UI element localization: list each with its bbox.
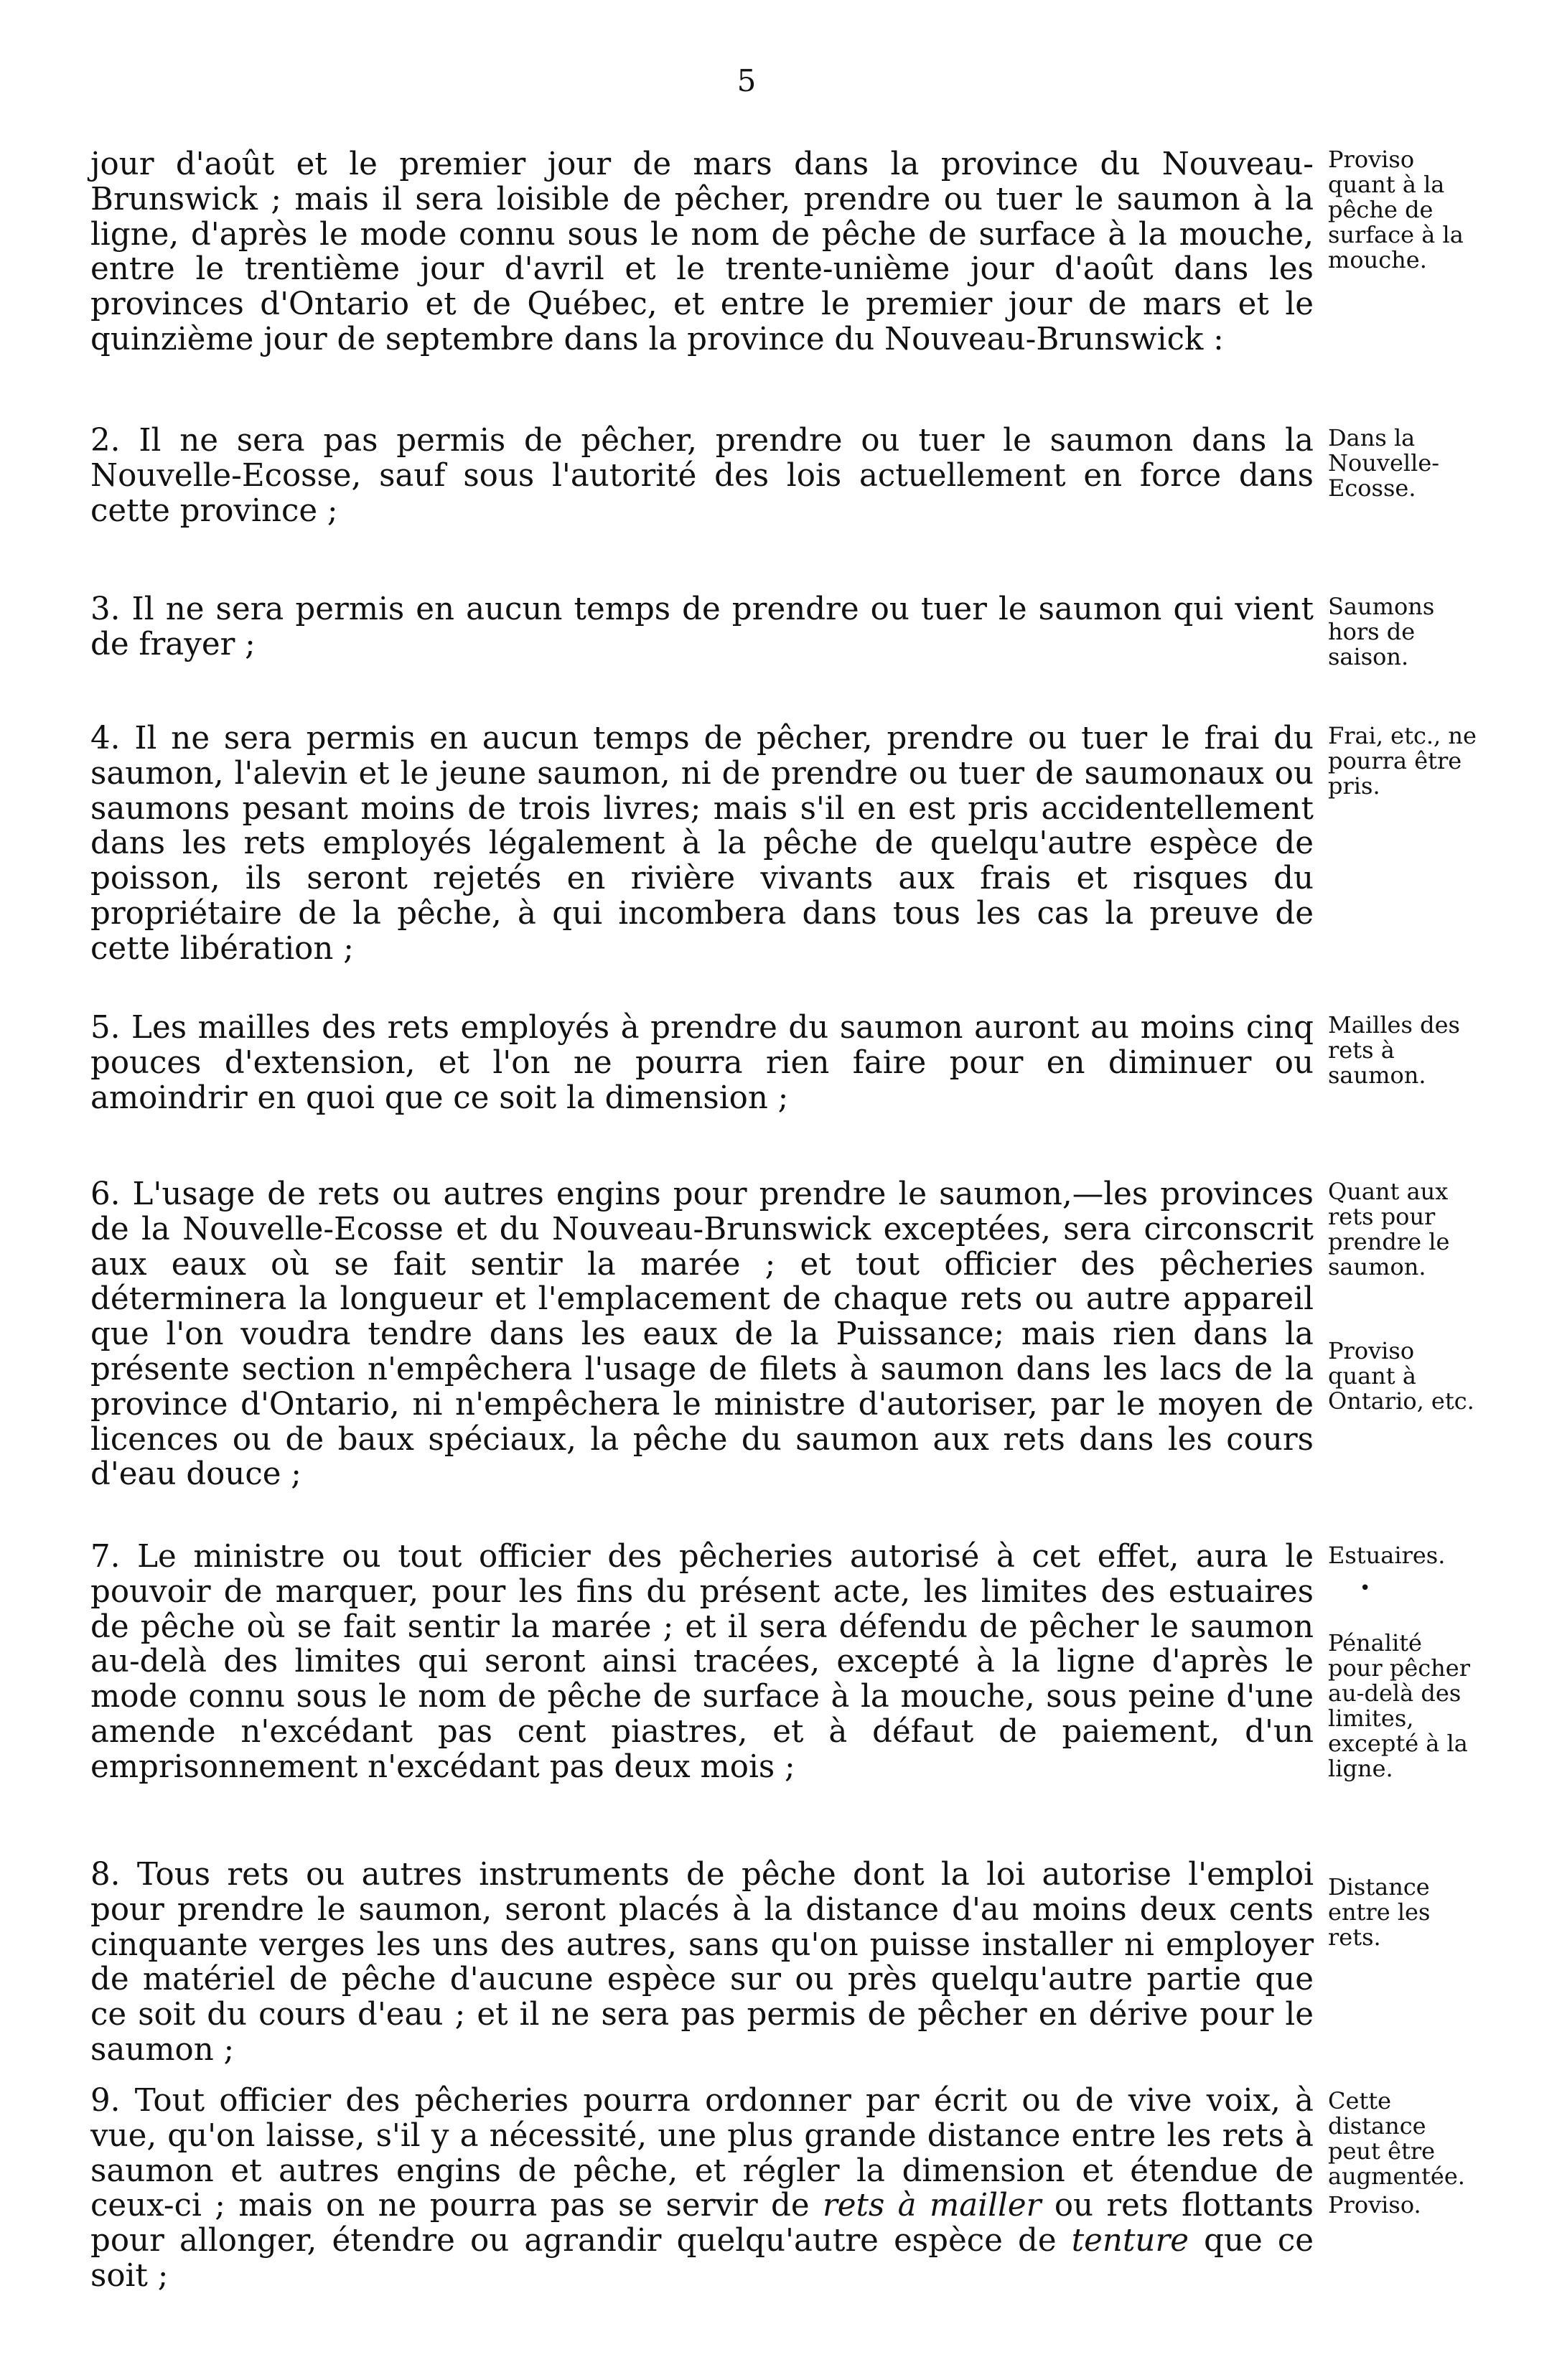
margin-note-proviso-ontario: Proviso quant à Ontario, etc. bbox=[1328, 1337, 1474, 1415]
page-number: 5 bbox=[736, 63, 757, 98]
text-run: ou rets flottants pour allonger, étendre ou agrandir quelqu'autre espèce de bbox=[90, 2188, 1314, 2259]
italic-term-tenture: tenture bbox=[1071, 2223, 1189, 2259]
paragraph-text: 2. Il ne sera pas permis de pêcher, prendre ou tuer le saumon dans la Nouvelle-Ecosse, sauf sous l'autorité des lois actuellement en force dans cette province ; bbox=[90, 423, 1314, 529]
margin-note-mailles: Mailles des rets à saumon. bbox=[1328, 1011, 1460, 1089]
margin-note-quant-aux-rets: Quant aux rets pour prendre le saumon. bbox=[1328, 1178, 1450, 1280]
italic-term-rets-a-mailler: rets à mailler bbox=[822, 2188, 1042, 2224]
text-run: que ce soit ; bbox=[90, 2223, 1314, 2294]
section-6 bbox=[90, 1177, 1314, 1492]
margin-note-distance-rets: Distance entre les rets. bbox=[1328, 1873, 1431, 1951]
text-run: 9. Tout officier des pêcheries pourra ordonner par écrit ou de vive voix, à vue, qu'on laisse, s'il y a nécessité, une plus grande distance entre les rets à saumon et autres engins de pêche, et régler la dimension et étendue de ceux-ci ; mais on ne pourra pas se servir de bbox=[90, 2083, 1314, 2224]
margin-note-estuaires: Estuaires. bbox=[1328, 1542, 1446, 1569]
margin-note-penalite: Pénalité pour pêcher au-delà des limites, excepté à la ligne. bbox=[1328, 1629, 1471, 1782]
margin-note-proviso-surface: Proviso quant à la pêche de surface à la mouche. bbox=[1328, 146, 1464, 273]
section-8 bbox=[90, 1857, 1314, 2068]
margin-note-nouvelle-ecosse: Dans la Nouvelle-Ecosse. bbox=[1328, 424, 1440, 502]
section-4 bbox=[90, 721, 1314, 967]
paragraph-text: 6. L'usage de rets ou autres engins pour prendre le saumon,—les provinces de la Nouvelle-Ecosse et du Nouveau-Brunswick exceptées, sera circonscrit aux eaux où se fait sentir la marée ; et tout officier des pêcheries déterminera la longueur et l'emplacement de chaque rets ou autre appareil que l'on voudra tendre dans les eaux de la Puissance; mais rien dans la présente section n'empêchera l'usage de filets à saumon dans les lacs de la province d'Ontario, ni n'empêchera le ministre d'autoriser, par le moyen de licences ou de baux spéciaux, la pêche du saumon aux rets dans les cours d'eau douce ; bbox=[90, 1176, 1314, 1493]
paragraph-continuation bbox=[90, 147, 1314, 357]
section-5 bbox=[90, 1011, 1314, 1115]
margin-note-proviso-final: Proviso. bbox=[1328, 2191, 1421, 2219]
margin-note-distance-augmentee: Cette distance peut être augmentée. bbox=[1328, 2087, 1465, 2190]
section-9 bbox=[90, 2084, 1314, 2294]
paragraph-text: 4. Il ne sera permis en aucun temps de pêcher, prendre ou tuer le frai du saumon, l'alevin et le jeune saumon, ni de prendre ou tuer de saumonaux ou saumons pesant moins de trois livres; mais s'il en est pris accidentellement dans les rets employés légalement à la pêche de quelqu'autre espèce de poisson, ils seront rejetés en rivière vivants aux frais et risques du propriétaire de la pêche, à qui incombera dans tous les cas la preuve de cette libération ; bbox=[90, 721, 1314, 967]
margin-note-saumons-hors-saison: Saumons hors de saison. bbox=[1328, 593, 1435, 670]
paragraph-text: jour d'août et le premier jour de mars dans la province du Nouveau-Brunswick ; mais il sera loisible de pêcher, prendre ou tuer le saumon à la ligne, d'après le mode connu sous le nom de pêche de surface à la mouche, entre le trentième jour d'avril et le trente-unième jour d'août dans les provinces d'Ontario et de Québec, et entre le premier jour de mars et le quinzième jour de septembre dans la province du Nouveau-Brunswick : bbox=[90, 146, 1314, 357]
section-3 bbox=[90, 592, 1314, 662]
paragraph-text: 3. Il ne sera permis en aucun temps de prendre ou tuer le saumon qui vient de frayer ; bbox=[90, 591, 1314, 662]
section-7 bbox=[90, 1540, 1314, 1785]
paragraph-text: 8. Tous rets ou autres instruments de pêche dont la loi autorise l'emploi pour prendre le saumon, seront placés à la distance d'au moins deux cents cinquante verges les uns des autres, sans qu'on puisse installer ni employer de matériel de pêche d'aucune espèce sur ou près quelqu'autre partie que ce soit du cours d'eau ; et il ne sera pas permis de pêcher en dérive pour le saumon ; bbox=[90, 1857, 1314, 2068]
paragraph-text: 7. Le ministre ou tout officier des pêcheries autorisé à cet effet, aura le pouvoir de marquer, pour les fins du présent acte, les limites des estuaires de pêche où se fait sentir la marée ; et il sera défendu de pêcher le saumon au-delà des limites qui seront ainsi tracées, excepté à la ligne d'après le mode connu sous le nom de pêche de surface à la mouche, sous peine d'une amende n'excédant pas cent piastres, et à défaut de paiement, d'un emprisonnement n'excédant pas deux mois ; bbox=[90, 1539, 1314, 1785]
paragraph-text bbox=[90, 2084, 1314, 2294]
paragraph-text: 5. Les mailles des rets employés à prendre du saumon auront au moins cinq pouces d'extension, et l'on ne pourra rien faire pour en diminuer ou amoindrir en quoi que ce soit la dimension ; bbox=[90, 1010, 1314, 1116]
section-2 bbox=[90, 423, 1314, 528]
printer-dot-mark: • bbox=[1360, 1578, 1371, 1599]
margin-note-frai: Frai, etc., ne pourra être pris. bbox=[1328, 722, 1477, 800]
